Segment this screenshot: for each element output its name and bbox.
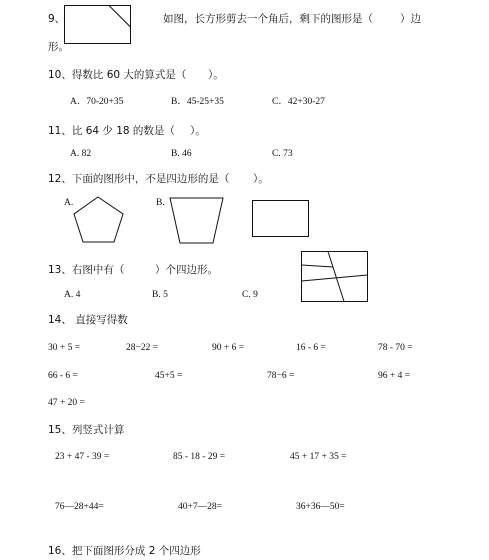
q14-calc-r1-2: 28−22 = <box>126 343 159 353</box>
q10-option-b: B．45-25+35 <box>171 97 224 107</box>
q14-calc-r1-5: 78 - 70 = <box>378 343 413 353</box>
q9-cut-rectangle-figure <box>64 5 132 45</box>
q15-calc-2: 85 - 18 - 29 = <box>173 452 226 462</box>
q10-option-a: A．70-20+35 <box>70 97 124 107</box>
q14-calc-r1-4: 16 - 6 = <box>296 343 326 353</box>
q13-option-b: B. 5 <box>152 290 168 300</box>
q10-question-text: 10、得数比 60 大的算式是（ <box>48 69 187 81</box>
q14-calc-r1-1: 30 + 5 = <box>48 343 81 353</box>
q14-calc-r3-1: 47 + 20 = <box>48 398 85 408</box>
q15-calc-3: 45 + 17 + 35 = <box>290 452 347 462</box>
q13-option-c: C. 9 <box>242 290 258 300</box>
q11-option-a: A. 82 <box>70 149 92 159</box>
q13-question-text-end: ）个四边形。 <box>155 264 218 276</box>
q15-calc-6: 36+36—50= <box>296 502 345 512</box>
q12-question-text: 12、下面的图形中，不是四边形的是（ <box>48 173 230 185</box>
q15-calc-5: 40+7—28= <box>178 502 222 512</box>
q12-answer-paren-close: ）。 <box>253 173 269 185</box>
q14-title: 14、 直接写得数 <box>48 314 128 326</box>
q10-option-c: C．42+30-27 <box>272 97 325 107</box>
q9-question-text: 如图，长方形剪去一个角后，剩下的图形是（ <box>163 13 373 25</box>
q12-label-a: A. <box>64 198 74 208</box>
q13-divided-rectangle-figure <box>301 251 369 303</box>
q10-answer-paren-close: ）。 <box>208 69 224 81</box>
q11-question-text: 11、比 64 少 18 的数是（ <box>48 125 175 137</box>
q9-question-continued: 形。 <box>48 41 69 53</box>
q14-calc-r2-3: 78−6 = <box>267 371 295 381</box>
q11-option-c: C. 73 <box>272 149 293 159</box>
q12-pentagon-figure <box>73 196 125 244</box>
q9-number: 9、 <box>48 13 66 25</box>
q15-calc-4: 76—28+44= <box>55 502 104 512</box>
q13-question-text: 13、右图中有（ <box>48 264 125 276</box>
q12-trapezoid-figure <box>169 197 225 245</box>
q11-option-b: B. 46 <box>171 149 192 159</box>
q9-answer-paren-close: ）边 <box>400 13 421 25</box>
q16-title: 16、把下面图形分成 2 个四边形 <box>48 545 201 557</box>
q15-calc-1: 23 + 47 - 39 = <box>55 452 110 462</box>
q12-rectangle-figure <box>252 200 310 238</box>
q12-label-b: B. <box>156 198 165 208</box>
q13-option-a: A. 4 <box>64 290 81 300</box>
q14-calc-r2-1: 66 - 6 = <box>48 371 78 381</box>
q14-calc-r2-4: 96 + 4 = <box>378 371 411 381</box>
q15-title: 15、列竖式计算 <box>48 424 125 436</box>
q14-calc-r1-3: 90 + 6 = <box>212 343 245 353</box>
q14-calc-r2-2: 45+5 = <box>155 371 183 381</box>
q11-answer-paren-close: ）。 <box>190 125 206 137</box>
